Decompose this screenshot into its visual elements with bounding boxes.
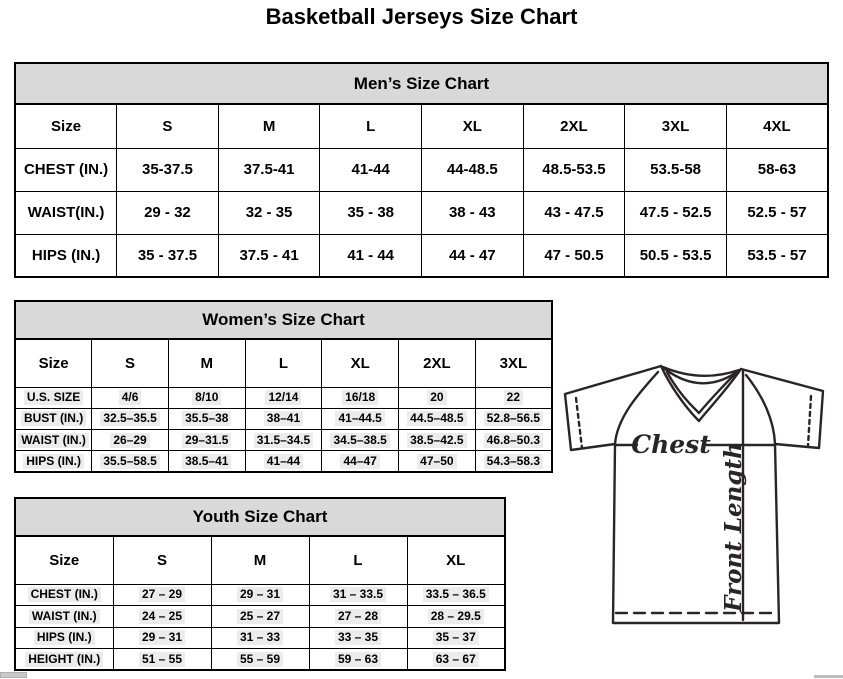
row-label-cell <box>15 451 92 472</box>
womens-chart-title-row <box>15 301 552 339</box>
table-row <box>15 584 505 606</box>
row-label: HEIGHT (IN.) <box>25 652 103 667</box>
row-label: BUST (IN.) <box>21 411 86 426</box>
cell-value: 55 – 59 <box>237 652 283 667</box>
value-cell <box>523 148 625 191</box>
value-cell <box>523 234 625 277</box>
cell-value: 41–44 <box>264 454 303 469</box>
horizontal-scrollbar-fragment-left[interactable] <box>0 672 27 678</box>
cell-value: 41-44 <box>351 161 390 178</box>
cell-value: 51 – 55 <box>139 652 185 667</box>
column-header-2xl: 2XL <box>523 104 625 148</box>
column-header-size: Size <box>15 339 92 387</box>
cell-value: 38 - 43 <box>448 204 496 221</box>
value-cell <box>407 606 505 628</box>
mens-chart-title-row <box>15 63 828 104</box>
cell-value: 37.5-41 <box>243 161 295 178</box>
page-title: Basketball Jerseys Size Chart <box>265 4 578 29</box>
row-label-cell <box>15 408 92 429</box>
table-row <box>15 234 828 277</box>
value-cell <box>168 408 245 429</box>
table-row <box>15 191 828 234</box>
row-label: CHEST (IN.) <box>28 587 101 602</box>
cell-value: 44-48.5 <box>446 161 498 178</box>
value-cell <box>322 408 399 429</box>
cell-value: 34.5–38.5 <box>330 433 389 448</box>
value-cell <box>211 606 309 628</box>
cell-value: 31.5–34.5 <box>254 433 313 448</box>
table-row <box>15 627 505 649</box>
value-cell <box>117 148 219 191</box>
cell-value: 47.5 - 52.5 <box>639 204 712 221</box>
column-header-2xl: 2XL <box>399 339 476 387</box>
value-cell <box>211 649 309 671</box>
value-cell <box>168 451 245 472</box>
cell-value: 33 – 35 <box>335 630 381 645</box>
value-cell <box>218 191 320 234</box>
value-cell <box>399 430 476 451</box>
column-header-l: L <box>309 536 407 584</box>
cell-value: 47 - 50.5 <box>544 246 604 264</box>
cell-value: 32 - 35 <box>245 204 293 221</box>
cell-value: 48.5-53.5 <box>542 161 606 178</box>
youth-chart-title: Youth Size Chart <box>15 498 505 536</box>
row-label-cell <box>15 430 92 451</box>
row-label-cell <box>15 387 92 408</box>
value-cell <box>322 387 399 408</box>
cell-value: 12/14 <box>265 390 301 405</box>
cell-value: 29 – 31 <box>139 630 185 645</box>
value-cell <box>168 430 245 451</box>
cell-value: 53.5-58 <box>650 161 701 178</box>
cell-value: 58-63 <box>757 161 797 178</box>
value-cell <box>113 649 211 671</box>
row-label: WAIST (IN.) <box>18 433 89 448</box>
front-length-label: Front Length <box>720 442 747 612</box>
value-cell <box>211 627 309 649</box>
chest-label: Chest <box>631 430 711 459</box>
cell-value: 53.5 - 57 <box>747 246 807 264</box>
value-cell <box>211 584 309 606</box>
column-header-3xl: 3XL <box>475 339 552 387</box>
cell-value: 41–44.5 <box>335 411 384 426</box>
cell-value: 29 – 31 <box>237 587 283 602</box>
cell-value: 33.5 – 36.5 <box>423 587 489 602</box>
cell-value: 59 – 63 <box>335 652 381 667</box>
value-cell <box>309 627 407 649</box>
cell-value: 4/6 <box>119 390 142 405</box>
value-cell <box>625 148 727 191</box>
value-cell <box>117 234 219 277</box>
table-row <box>15 148 828 191</box>
row-label: CHEST (IN.) <box>23 161 109 178</box>
cell-value: 31 – 33.5 <box>330 587 386 602</box>
value-cell <box>475 387 552 408</box>
table-row <box>15 451 552 472</box>
column-header-xl: XL <box>407 536 505 584</box>
row-label: U.S. SIZE <box>24 390 83 405</box>
value-cell <box>523 191 625 234</box>
value-cell <box>320 191 422 234</box>
value-cell <box>726 148 828 191</box>
value-cell <box>92 451 169 472</box>
row-label: WAIST(IN.) <box>27 204 105 221</box>
column-header-s: S <box>92 339 169 387</box>
column-header-size: Size <box>15 104 117 148</box>
row-label-cell <box>15 191 117 234</box>
column-header-xl: XL <box>422 104 524 148</box>
table-row <box>15 649 505 671</box>
value-cell <box>320 148 422 191</box>
column-header-l: L <box>320 104 422 148</box>
cell-value: 50.5 - 53.5 <box>639 246 712 264</box>
cell-value: 35 - 38 <box>347 204 395 221</box>
youth-column-header-row <box>15 536 505 584</box>
value-cell <box>92 430 169 451</box>
cell-value: 43 - 47.5 <box>544 204 604 221</box>
value-cell <box>407 649 505 671</box>
womens-size-chart-table <box>14 300 553 473</box>
cell-value: 26–29 <box>110 433 149 448</box>
value-cell <box>475 408 552 429</box>
value-cell <box>475 430 552 451</box>
row-label: HIPS (IN.) <box>34 630 95 645</box>
womens-chart-title: Women’s Size Chart <box>15 301 552 339</box>
value-cell <box>407 627 505 649</box>
cell-value: 47–50 <box>417 454 456 469</box>
value-cell <box>399 408 476 429</box>
row-label-cell <box>15 606 113 628</box>
value-cell <box>322 451 399 472</box>
value-cell <box>245 408 322 429</box>
value-cell <box>245 387 322 408</box>
jersey-outline-icon <box>560 356 838 630</box>
column-header-s: S <box>113 536 211 584</box>
cell-value: 27 – 28 <box>335 609 381 624</box>
column-header-xl: XL <box>322 339 399 387</box>
cell-value: 38–41 <box>264 411 303 426</box>
column-header-l: L <box>245 339 322 387</box>
row-label-cell <box>15 234 117 277</box>
column-header-m: M <box>168 339 245 387</box>
mens-chart-title: Men’s Size Chart <box>15 63 828 104</box>
cell-value: 29 - 32 <box>144 204 191 221</box>
value-cell <box>309 649 407 671</box>
table-row <box>15 387 552 408</box>
value-cell <box>309 584 407 606</box>
cell-value: 25 – 27 <box>237 609 283 624</box>
value-cell <box>245 451 322 472</box>
cell-value: 8/10 <box>192 390 221 405</box>
cell-value: 35 – 37 <box>433 630 479 645</box>
value-cell <box>92 387 169 408</box>
cell-value: 35.5–38 <box>182 411 231 426</box>
value-cell <box>399 387 476 408</box>
cell-value: 52.5 - 57 <box>747 204 807 221</box>
mens-size-chart-table <box>14 62 829 278</box>
value-cell <box>399 451 476 472</box>
value-cell <box>117 191 219 234</box>
value-cell <box>218 148 320 191</box>
cell-value: 32.5–35.5 <box>100 411 159 426</box>
cell-value: 41 - 44 <box>347 246 395 264</box>
row-label-cell <box>15 627 113 649</box>
value-cell <box>320 234 422 277</box>
column-header-m: M <box>218 104 320 148</box>
row-label: HIPS (IN.) <box>31 246 101 264</box>
value-cell <box>168 387 245 408</box>
cell-value: 28 – 29.5 <box>428 609 484 624</box>
table-row <box>15 430 552 451</box>
value-cell <box>113 584 211 606</box>
value-cell <box>218 234 320 277</box>
value-cell <box>113 627 211 649</box>
horizontal-scrollbar-fragment-right[interactable] <box>814 675 843 678</box>
column-header-4xl: 4XL <box>726 104 828 148</box>
value-cell <box>322 430 399 451</box>
cell-value: 44.5–48.5 <box>407 411 466 426</box>
cell-value: 29–31.5 <box>182 433 231 448</box>
value-cell <box>309 606 407 628</box>
cell-value: 24 – 25 <box>139 609 185 624</box>
cell-value: 52.8–56.5 <box>484 411 543 426</box>
column-header-size: Size <box>15 536 113 584</box>
column-header-m: M <box>211 536 309 584</box>
cell-value: 16/18 <box>342 390 378 405</box>
value-cell <box>625 234 727 277</box>
cell-value: 63 – 67 <box>433 652 479 667</box>
value-cell <box>625 191 727 234</box>
cell-value: 44–47 <box>340 454 379 469</box>
table-row <box>15 606 505 628</box>
cell-value: 54.3–58.3 <box>484 454 543 469</box>
value-cell <box>422 191 524 234</box>
cell-value: 44 - 47 <box>448 246 496 264</box>
value-cell <box>245 430 322 451</box>
jersey-measurement-diagram <box>560 356 838 630</box>
row-label-cell <box>15 148 117 191</box>
cell-value: 38.5–41 <box>182 454 231 469</box>
cell-value: 31 – 33 <box>237 630 283 645</box>
youth-size-chart-table <box>14 497 506 671</box>
row-label: WAIST (IN.) <box>29 609 100 624</box>
value-cell <box>422 148 524 191</box>
cell-value: 27 – 29 <box>139 587 185 602</box>
cell-value: 46.8–50.3 <box>484 433 543 448</box>
youth-chart-title-row <box>15 498 505 536</box>
row-label: HIPS (IN.) <box>23 454 84 469</box>
cell-value: 35-37.5 <box>142 161 193 178</box>
row-label-cell <box>15 649 113 671</box>
cell-value: 20 <box>427 390 446 405</box>
column-header-s: S <box>117 104 219 148</box>
cell-value: 22 <box>504 390 523 405</box>
value-cell <box>475 451 552 472</box>
cell-value: 37.5 - 41 <box>239 246 299 264</box>
value-cell <box>113 606 211 628</box>
cell-value: 38.5–42.5 <box>407 433 466 448</box>
cell-value: 35 - 37.5 <box>137 246 198 264</box>
row-label-cell <box>15 584 113 606</box>
value-cell <box>726 191 828 234</box>
cell-value: 35.5–58.5 <box>100 454 159 469</box>
value-cell <box>92 408 169 429</box>
womens-column-header-row <box>15 339 552 387</box>
table-row <box>15 408 552 429</box>
value-cell <box>407 584 505 606</box>
column-header-3xl: 3XL <box>625 104 727 148</box>
value-cell <box>422 234 524 277</box>
mens-column-header-row <box>15 104 828 148</box>
value-cell <box>726 234 828 277</box>
